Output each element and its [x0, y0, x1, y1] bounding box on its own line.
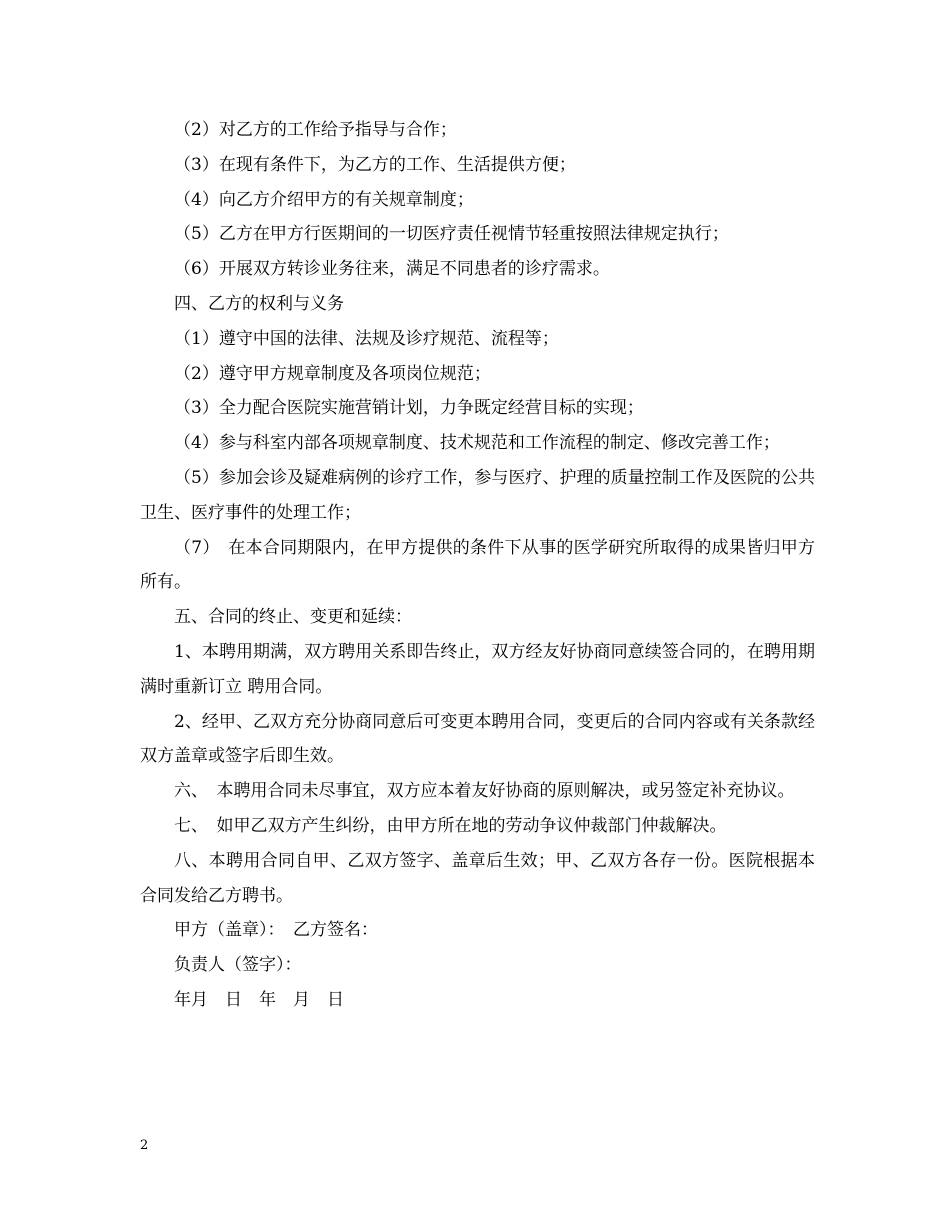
paragraph: 八、本聘用合同自甲、乙双方签字、盖章后生效；甲、乙双方各存一份。医院根据本合同发给乙方聘书。 [140, 850, 815, 906]
paragraph: （2）遵守甲方规章制度及各项岗位规范； [174, 363, 491, 384]
signature-responsible-line: 负责人（签字）： [174, 955, 302, 976]
paragraph: （5）参加会诊及疑难病例的诊疗工作，参与医疗、护理的质量控制工作及医院的公共卫生、医疗事件的处理工作； [140, 467, 815, 523]
signature-date-line: 年月 日 年 月 日 [174, 989, 344, 1010]
section-heading: 四、乙方的权利与义务 [174, 293, 344, 314]
paragraph: 2、经甲、乙双方充分协商同意后可变更本聘用合同，变更后的合同内容或有关条款经双方盖章或签字后即生效。 [140, 711, 815, 767]
paragraph: （5）乙方在甲方行医期间的一切医疗责任视情节轻重按照法律规定执行； [174, 224, 729, 245]
paragraph: （3）全力配合医院实施营销计划，力争既定经营目标的实现； [174, 398, 644, 419]
paragraph: （4）向乙方介绍甲方的有关规章制度； [174, 189, 474, 210]
paragraph: 1、本聘用期满，双方聘用关系即告终止，双方经友好协商同意续签合同的，在聘用期满时重新订立 聘用合同。 [140, 641, 815, 697]
paragraph: （1）遵守中国的法律、法规及诊疗规范、流程等； [174, 328, 559, 349]
paragraph: 六、 本聘用合同未尽事宜，双方应本着友好协商的原则解决，或另签定补充协议。 [174, 781, 795, 802]
paragraph: 七、 如甲乙双方产生纠纷，由甲方所在地的劳动争议仲裁部门仲裁解决。 [174, 815, 727, 836]
page-number: 2 [140, 1138, 149, 1153]
paragraph: （2）对乙方的工作给予指导与合作； [174, 120, 457, 140]
signature-party-line: 甲方（盖章）： 乙方签名： [174, 920, 378, 941]
paragraph: （6）开展双方转诊业务往来，满足不同患者的诊疗需求。 [174, 259, 610, 280]
paragraph: （4）参与科室内部各项规章制度、技术规范和工作流程的制定、修改完善工作； [174, 433, 780, 454]
section-heading: 五、合同的终止、变更和延续： [174, 607, 412, 628]
paragraph: （3）在现有条件下，为乙方的工作、生活提供方便； [174, 154, 576, 175]
paragraph: （7） 在本合同期限内，在甲方提供的条件下从事的医学研究所取得的成果皆归甲方所有。 [140, 537, 815, 593]
document-body [140, 113, 815, 1018]
